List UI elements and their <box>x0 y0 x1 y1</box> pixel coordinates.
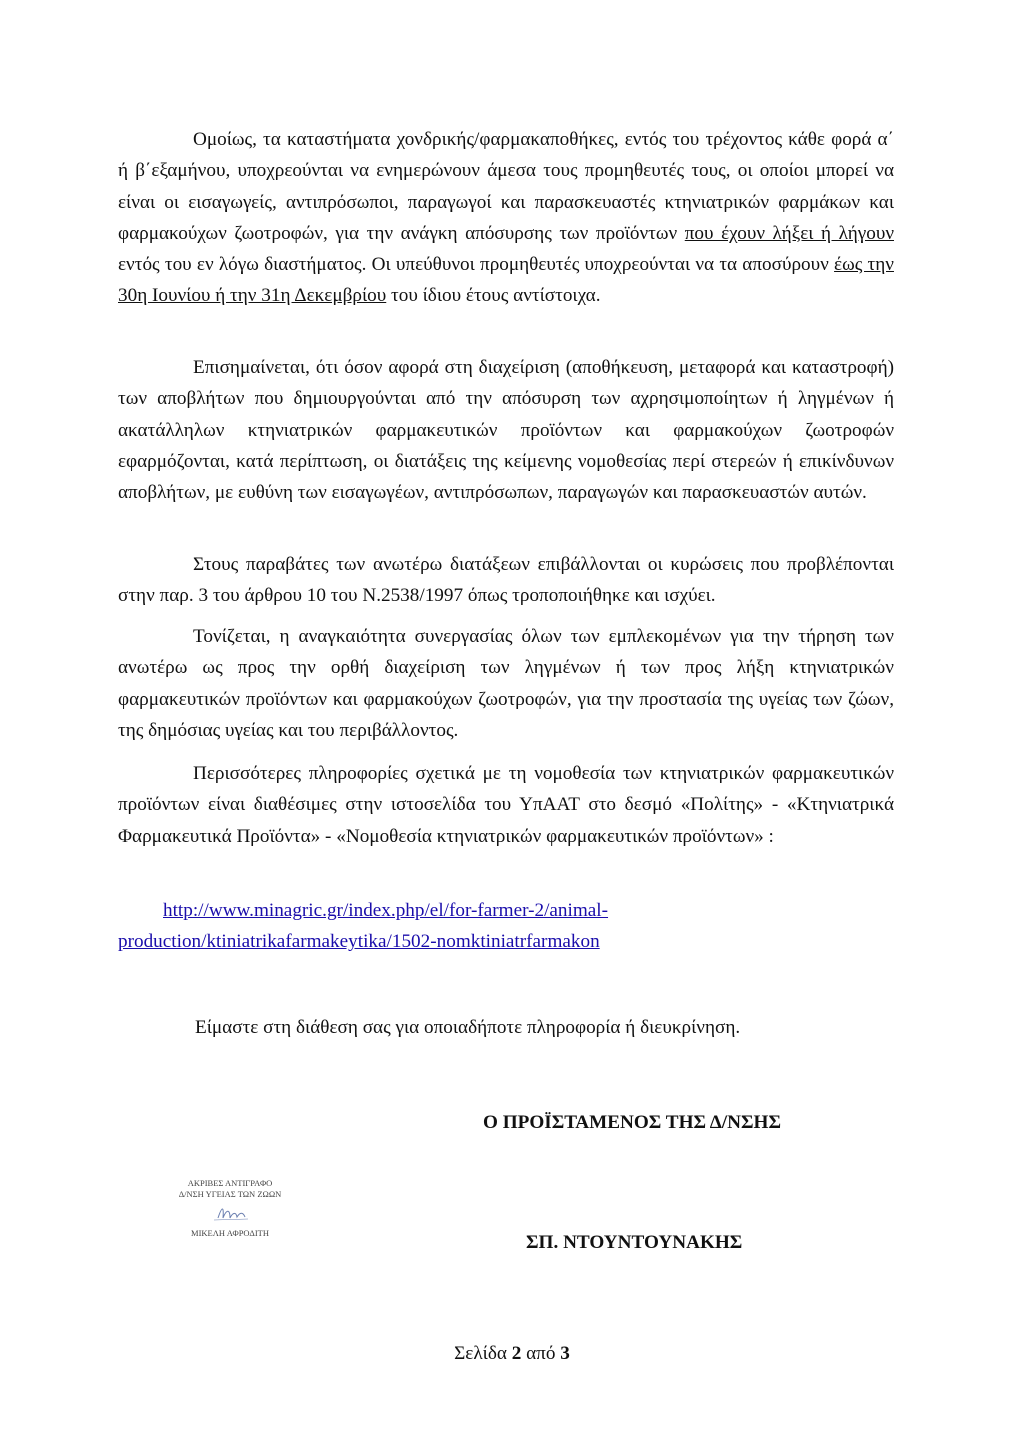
stamp-line-2: Δ/ΝΣΗ ΥΓΕΙΑΣ ΤΩΝ ΖΩΩΝ <box>178 1189 282 1199</box>
p1-underlined-expiry: που έχουν λήξει ή λήγουν <box>684 222 894 244</box>
stamp-line-1: ΑΚΡΙΒΕΣ ΑΝΤΙΓΡΑΦΟ <box>187 1178 273 1188</box>
legislation-link-line-2[interactable]: production/ktiniatrikafarmakeytika/1502-nomktiniatrfarmakon <box>118 931 600 953</box>
p1-underlined-deadline: έως την 30η Ιουνίου ή την 31η Δεκεμβρίου <box>118 254 894 307</box>
footer-current-page: 2 <box>511 1343 522 1364</box>
signature-title: Ο ΠΡΟΪΣΤΑΜΕΝΟΣ ΤΗΣ Δ/ΝΣΗΣ <box>483 1112 782 1133</box>
paragraph-more-info: Περισσότερες πληροφορίες σχετικά με τη νομοθεσία των κτηνιατρικών φαρμακευτικών προϊόντων είναι διαθέσιμες στην ιστοσελίδα του ΥπΑΑΤ στο δεσμό «Πολίτης» - «Κτηνιατρικά Φαρμακευτικά Προϊόντα» - «Νομοθεσία κτηνιατρικών φαρμακευτικών προϊόντων» : <box>118 763 894 847</box>
footer-prefix: Σελίδα <box>454 1343 512 1364</box>
signatory-name: ΣΠ. ΝΤΟΥΝΤΟΥΝΑΚΗΣ <box>526 1232 743 1253</box>
footer-total-pages: 3 <box>560 1343 570 1364</box>
paragraph-withdrawal-obligation <box>118 124 894 312</box>
closing-sentence: Είμαστε στη διάθεση σας για οποιαδήποτε πληροφορία ή διευκρίνηση. <box>195 1017 741 1038</box>
paragraph-penalties: Στους παραβάτες των ανωτέρω διατάξεων επιβάλλονται οι κυρώσεις που προβλέπονται στην παρ. 3 του άρθρου 10 του Ν.2538/1997 όπως τροποποιήθηκε και ισχύει. <box>118 554 894 607</box>
footer-middle: από <box>521 1343 561 1364</box>
paragraph-waste-management: Επισημαίνεται, ότι όσον αφορά στη διαχείριση (αποθήκευση, μεταφορά και καταστροφή) των αποβλήτων που δημιουργούνται από την απόσυρση των αχρησιμοποίητων ή ληγμένων ή ακατάλληλων κτηνιατρικών φαρμακευτικών προϊόντων και φαρμακούχων ζωοτροφών εφαρμόζονται, κατά περίπτωση, οι διατάξεις της κείμενης νομοθεσίας περί στερεών ή επικίνδυνων αποβλήτων, με ευθύνη των εισαγωγέων, αντιπρόσωπων, παραγωγών και παρασκευαστών αυτών. <box>118 357 894 504</box>
p1-text-e: του ίδιου έτους αντίστοιχα. <box>386 285 601 307</box>
paragraph-cooperation: Τονίζεται, η αναγκαιότητα συνεργασίας όλων των εμπλεκομένων για την τήρηση των ανωτέρω ως προς την ορθή διαχείριση των ληγμένων ή των προς λήξη κτηνιατρικών φαρμακευτικών προϊόντων και φαρμακούχων ζωοτροφών, για την προστασία της υγείας των ζώων, της δημόσιας υγείας και του περιβάλλοντος. <box>118 626 894 741</box>
handwritten-signature-icon <box>160 1200 300 1228</box>
legislation-link-block <box>118 895 894 958</box>
page-footer <box>0 1343 1024 1365</box>
certified-copy-stamp <box>160 1178 300 1239</box>
legislation-link-line-1[interactable]: http://www.minagric.gr/index.php/el/for-farmer-2/animal- <box>163 900 609 921</box>
p1-text-a: Ομοίως, τα καταστήματα χονδρικής/φαρμακαποθήκες, εντός του τρέχοντος κάθε φορά α΄ ή β΄εξαμήνου, υποχρεούνται να ενημερώνουν άμεσα τους προμηθευτές τους, οι οποίοι μπορεί να είναι οι εισαγωγείς, αντιπρόσωποι, παραγωγοί και παρασκευαστές κτηνιατρικών φαρμάκων και φαρμακούχων ζωοτροφών, για την ανάγκη απόσυρσης των προϊόντων <box>118 129 894 244</box>
stamp-line-3: ΜΙΚΕΛΗ ΑΦΡΟΔΙΤΗ <box>191 1228 269 1238</box>
p1-text-c: εντός του εν λόγω διαστήματος. Οι υπεύθυνοι προμηθευτές υποχρεούνται να τα αποσύρουν <box>118 254 835 276</box>
